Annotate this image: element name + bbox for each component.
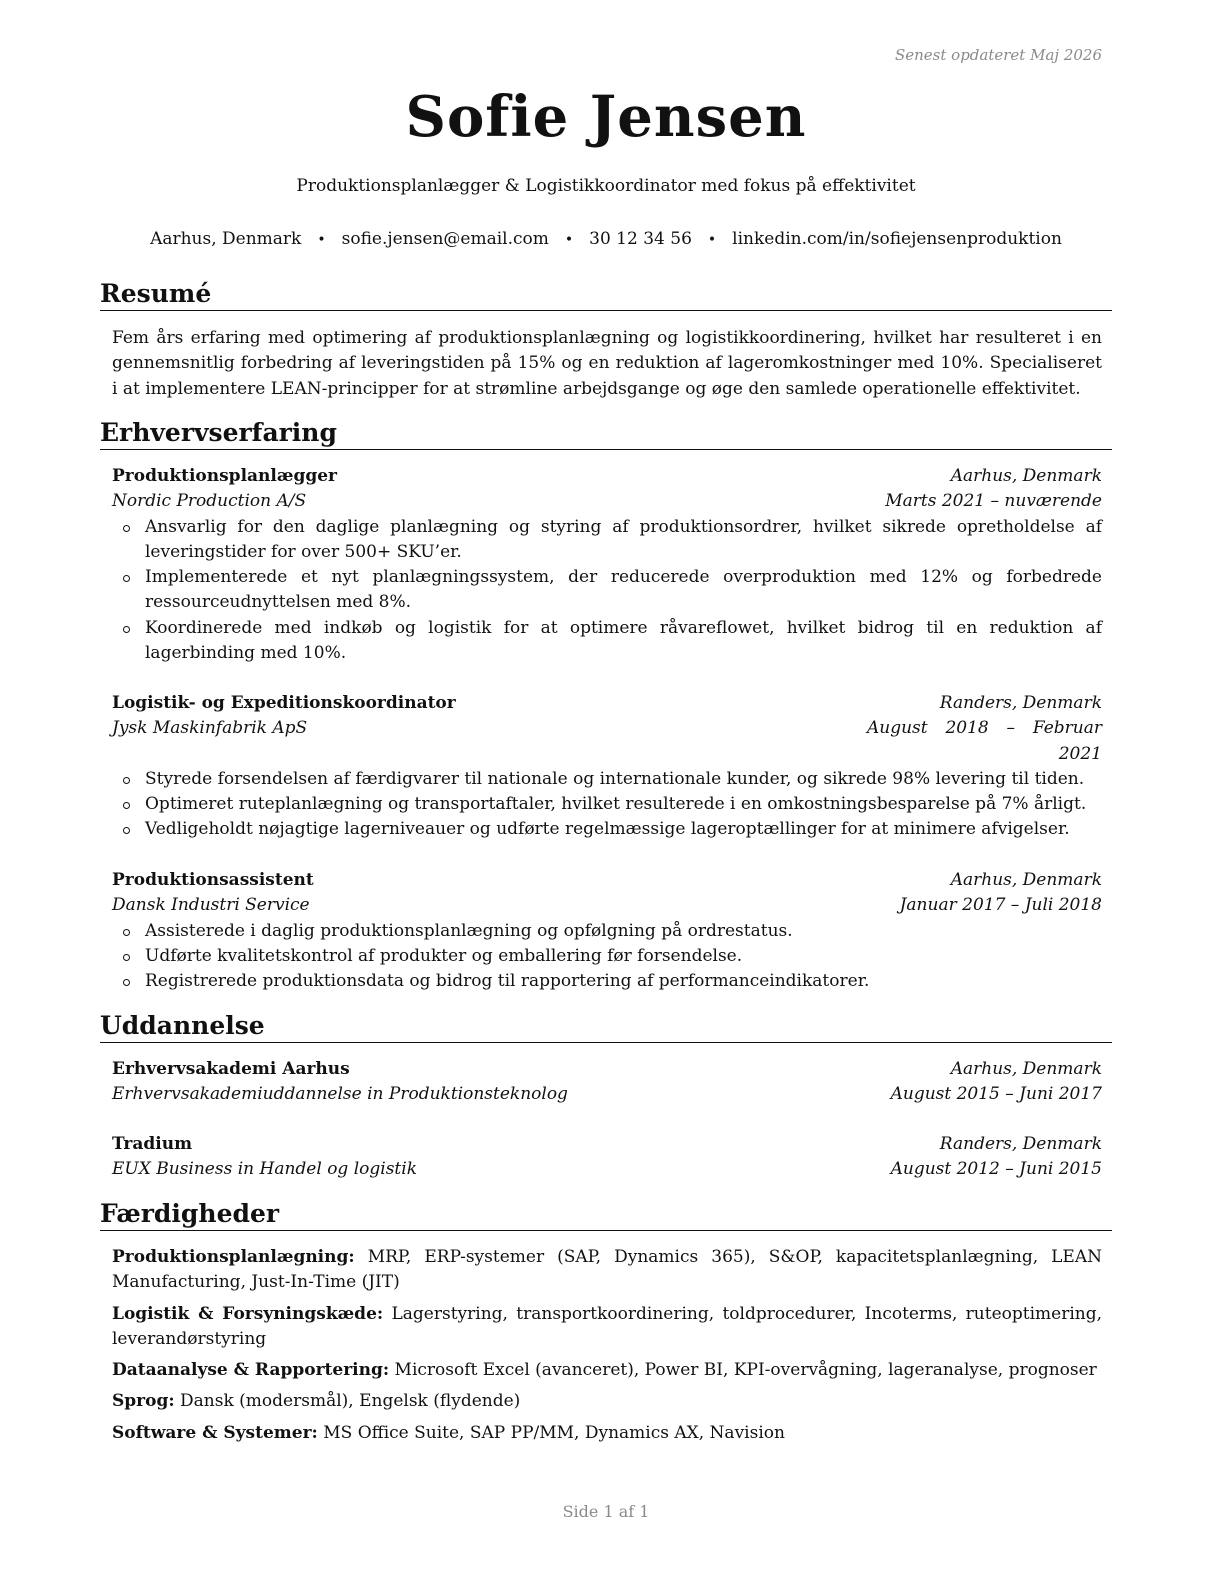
candidate-name: Sofie Jensen [405, 84, 807, 150]
section-title-summary: Resumé [100, 279, 1112, 311]
section-title-education: Uddannelse [100, 1011, 1112, 1043]
job-dates: August 2018 – Februar 2021 [867, 718, 1102, 764]
job-company: Nordic Production A/S [112, 491, 307, 512]
list-item: Styrede forsendelsen af færdigvarer til nationale og internationale kunder, og sikrede 98% levering til tiden. [112, 767, 1102, 792]
job-location: Randers, Denmark [939, 693, 1102, 713]
job-entry [112, 691, 1102, 843]
job-title: Logistik- og Expeditionskoordinator [112, 693, 456, 713]
contact-line [100, 229, 1112, 249]
skill-value: Microsoft Excel (avanceret), Power BI, KPI-overvågning, lageranalyse, prognoser [394, 1360, 1097, 1381]
skill-value: MRP, ERP-systemer (SAP, Dynamics 365), S&OP, kapacitetsplanlægning, LEAN Manufacturing, Just-In-Time (JIT) [112, 1247, 1102, 1293]
bullet-separator: • [317, 232, 326, 248]
school-location: Aarhus, Denmark [950, 1059, 1102, 1079]
job-location: Aarhus, Denmark [950, 466, 1102, 486]
contact-location: Aarhus, Denmark [150, 229, 302, 249]
school-name: Erhvervsakademi Aarhus [112, 1059, 350, 1079]
job-entry [112, 464, 1102, 666]
skill-item [112, 1389, 1102, 1414]
skill-value: Dansk (modersmål), Engelsk (flydende) [180, 1391, 521, 1412]
list-item: Implementerede et nyt planlægningssystem, der reducerede overproduktion med 12% og forbedrede ressourceudnyttelsen med 8%. [112, 565, 1102, 616]
list-item: Ansvarlig for den daglige planlægning og styring af produktionsordrer, hvilket sikrede opretholdelse af leveringstider for over 500+ SKU’er. [112, 515, 1102, 566]
job-dates: Marts 2021 – nuværende [885, 491, 1102, 512]
list-item: Registrerede produktionsdata og bidrog til rapportering af performanceindikatorer. [112, 969, 1102, 994]
resume-page [100, 0, 1112, 1584]
section-title-skills: Færdigheder [100, 1199, 1112, 1231]
skill-value: MS Office Suite, SAP PP/MM, Dynamics AX, Navision [323, 1422, 785, 1443]
skill-item [112, 1302, 1102, 1353]
education-dates: August 2015 – Juni 2017 [890, 1084, 1102, 1105]
contact-email[interactable]: sofie.jensen@email.com [341, 229, 549, 249]
job-dates: Januar 2017 – Juli 2018 [899, 895, 1102, 916]
skill-item [112, 1245, 1102, 1296]
education-entry [112, 1057, 1102, 1108]
section-title-experience: Erhvervserfaring [100, 418, 1112, 450]
education-dates: August 2012 – Juni 2015 [890, 1159, 1102, 1180]
skill-label: Software & Systemer: [112, 1422, 318, 1443]
list-item: Koordinerede med indkøb og logistik for at optimere råvareflowet, hvilket bidrog til en reduktion af lagerbinding med 10%. [112, 616, 1102, 667]
list-item: Udførte kvalitetskontrol af produkter og emballering før forsendelse. [112, 944, 1102, 969]
job-location: Aarhus, Denmark [950, 870, 1102, 890]
bullet-separator: • [707, 232, 717, 248]
list-item: Assisterede i daglig produktionsplanlægning og opfølgning på ordrestatus. [112, 919, 1102, 944]
degree-name: EUX Business in Handel og logistik [112, 1159, 417, 1180]
contact-phone: 30 12 34 56 [589, 229, 692, 249]
job-company: Jysk Maskinfabrik ApS [112, 718, 308, 739]
job-title: Produktionsplanlægger [112, 466, 337, 486]
list-item: Vedligeholdt nøjagtige lagerniveauer og udførte regelmæssige lageroptællinger for at minimere afvigelser. [112, 817, 1102, 842]
job-entry [112, 868, 1102, 994]
skill-label: Dataanalyse & Rapportering: [112, 1360, 390, 1381]
skill-item [112, 1421, 1102, 1446]
job-company: Dansk Industri Service [112, 895, 310, 916]
education-entry [112, 1132, 1102, 1183]
contact-linkedin[interactable]: linkedin.com/in/sofiejensenproduktion [732, 229, 1062, 249]
skill-item [112, 1358, 1102, 1383]
skill-label: Produktionsplanlægning: [112, 1247, 355, 1267]
degree-name: Erhvervsakademiuddannelse in Produktionsteknolog [112, 1084, 568, 1105]
school-location: Randers, Denmark [939, 1134, 1102, 1154]
bullet-separator: • [564, 232, 574, 248]
last-updated: Senest opdateret Maj 2026 [894, 46, 1102, 64]
skill-value: Lagerstyring, transportkoordinering, toldprocedurer, Incoterms, ruteoptimering, leverandørstyring [112, 1303, 1103, 1349]
job-title: Produktionsassistent [112, 870, 314, 890]
page-footer: Side 1 af 1 [562, 1502, 650, 1521]
skill-label: Sprog: [112, 1391, 175, 1412]
list-item: Optimeret ruteplanlægning og transportaftaler, hvilket resulterede i en omkostningsbesparelse på 7% årligt. [112, 792, 1102, 817]
summary-text: Fem års erfaring med optimering af produktionsplanlægning og logistikkoordinering, hvilket har resulteret i en gennemsnitlig forbedring af leveringstiden på 15% og en reduktion af lageromkostninger med 10%. Specialiseret i at implementere LEAN-principper for at strømline arbejdsgange og øge den samlede operationelle effektivitet. [112, 328, 1102, 399]
school-name: Tradium [112, 1134, 193, 1154]
skills-list [112, 1245, 1102, 1452]
skill-label: Logistik & Forsyningskæde: [112, 1303, 384, 1324]
tagline: Produktionsplanlægger & Logistikkoordinator med fokus på effektivitet [296, 176, 916, 196]
